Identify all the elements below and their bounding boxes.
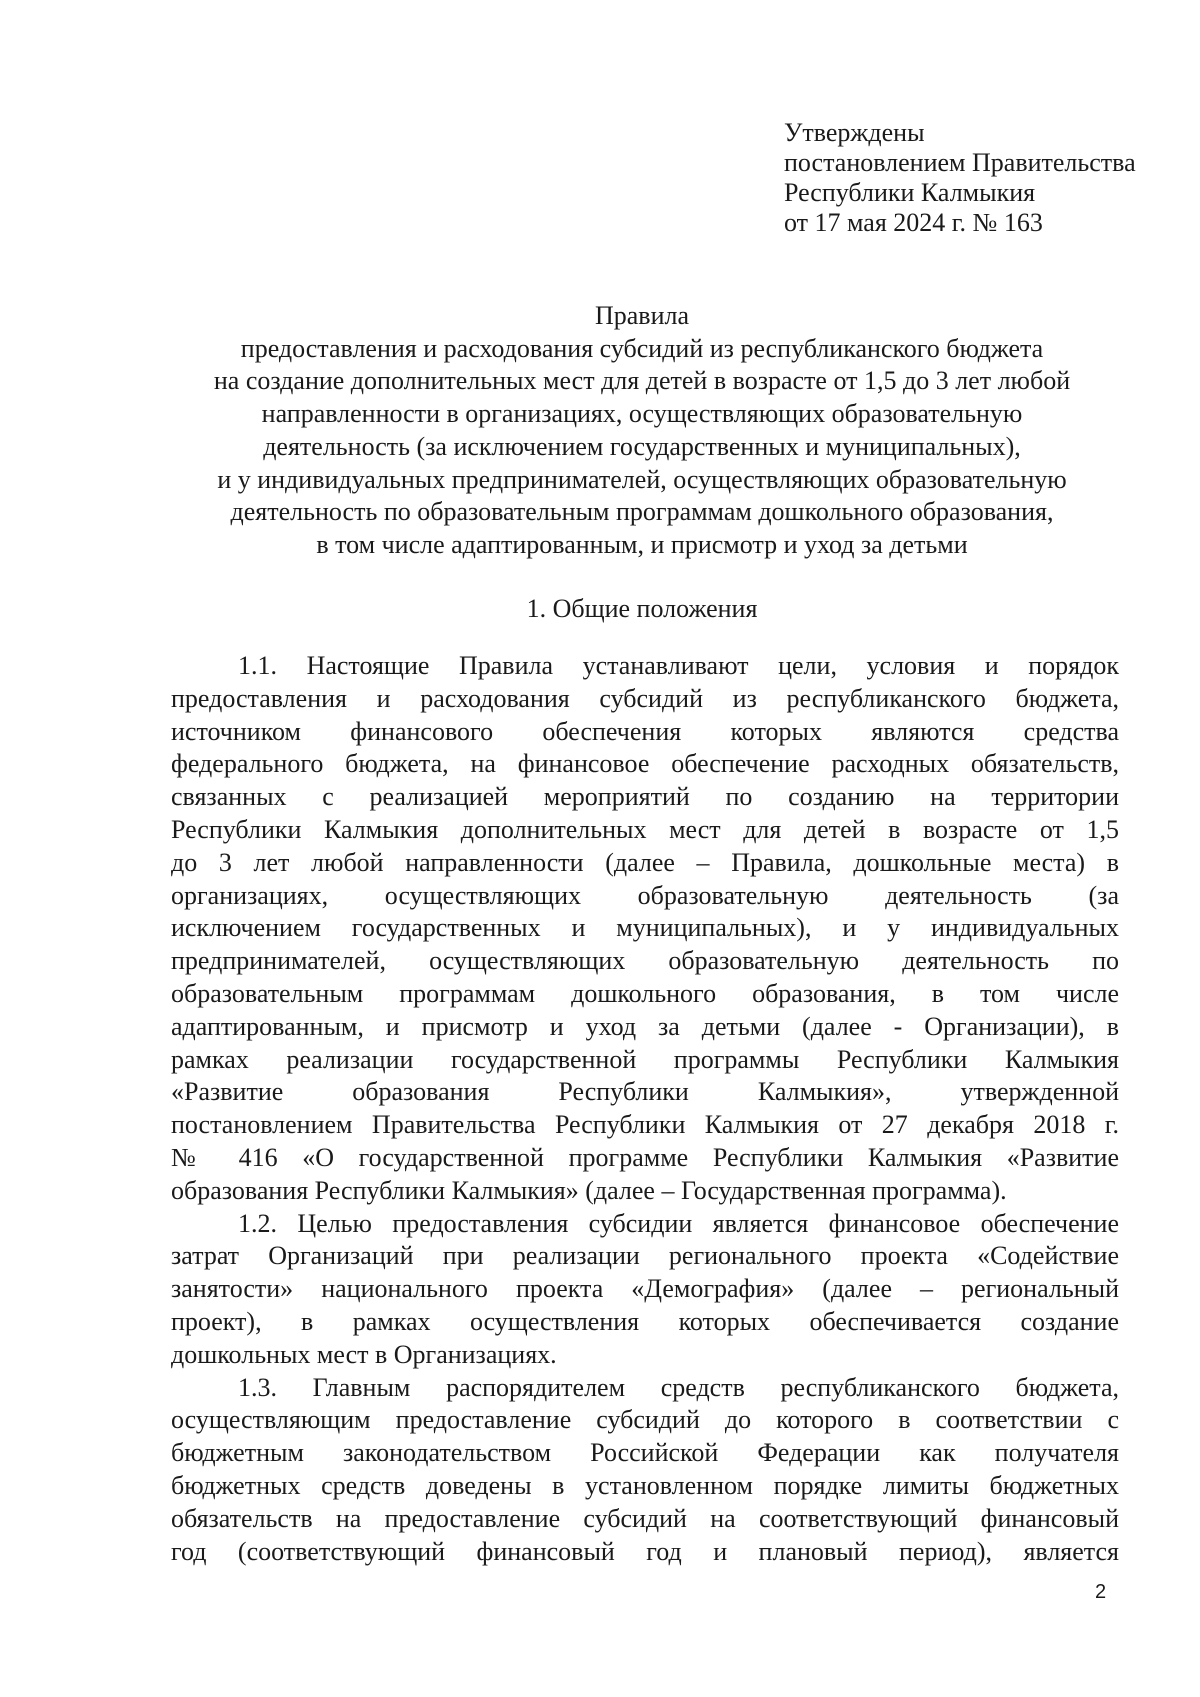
paragraph-line: федерального бюджета, на финансовое обеспечение расходных обязательств, [171, 749, 1119, 779]
paragraph-line: 1.3. Главным распорядителем средств республиканского бюджета, [238, 1372, 1119, 1402]
paragraph-line: предоставления и расходования субсидий из республиканского бюджета, [171, 683, 1119, 713]
paragraph-line: организациях, осуществляющих образовательную деятельность (за [171, 880, 1119, 910]
approval-line: постановлением Правительства [784, 148, 1136, 177]
paragraph-line: № 416 «О государственной программе Республики Калмыкия «Развитие [171, 1142, 1119, 1172]
document-title [150, 300, 1134, 562]
paragraph-line: бюджетных средств доведены в установленном порядке лимиты бюджетных [171, 1470, 1119, 1500]
paragraph-line: занятости» национального проекта «Демография» (далее – региональный [171, 1274, 1119, 1304]
title-line: и у индивидуальных предпринимателей, осуществляющих образовательную [217, 464, 1067, 494]
paragraph-line: затрат Организаций при реализации регионального проекта «Содействие [171, 1241, 1119, 1271]
paragraph-line: бюджетным законодательством Российской Федерации как получателя [171, 1438, 1119, 1468]
paragraph-line: предпринимателей, осуществляющих образовательную деятельность по [171, 946, 1119, 976]
paragraph-line: источником финансового обеспечения которых являются средства [171, 716, 1119, 746]
title-line: в том числе адаптированным, и присмотр и уход за детьми [316, 529, 968, 559]
section-heading: 1. Общие положения [526, 594, 758, 623]
paragraph-line: проект), в рамках осуществления которых обеспечивается создание [171, 1306, 1119, 1336]
body-text [171, 650, 1119, 1568]
approval-line: Утверждены [784, 118, 925, 147]
paragraph-line: «Развитие образования Республики Калмыкия», утвержденной [171, 1077, 1119, 1107]
approval-line: от 17 мая 2024 г. № 163 [784, 208, 1043, 237]
paragraph-line: образовательным программам дошкольного образования, в том числе [171, 978, 1119, 1008]
paragraph-line: до 3 лет любой направленности (далее – Правила, дошкольные места) в [171, 847, 1119, 877]
paragraph-line: осуществляющим предоставление субсидий до которого в соответствии с [171, 1405, 1119, 1435]
page-number: 2 [1095, 1581, 1107, 1603]
paragraph-line: год (соответствующий финансовый год и плановый период), является [171, 1536, 1119, 1566]
title-line: на создание дополнительных мест для детей в возрасте от 1,5 до 3 лет любой [213, 366, 1071, 396]
approval-stamp [784, 118, 1136, 238]
paragraph-line: обязательств на предоставление субсидий на соответствующий финансовый [171, 1503, 1119, 1533]
title-heading: Правила [594, 301, 690, 330]
title-line: направленности в организациях, осуществляющих образовательную [261, 399, 1023, 429]
paragraph-line: 1.2. Целью предоставления субсидии является финансовое обеспечение [238, 1208, 1119, 1238]
title-line: деятельность (за исключением государственных и муниципальных), [263, 431, 1021, 461]
paragraph-line: адаптированным, и присмотр и уход за детьми (далее - Организации), в [171, 1011, 1119, 1041]
paragraph-line: 1.1. Настоящие Правила устанавливают цели, условия и порядок [238, 651, 1119, 680]
paragraph-line: образования Республики Калмыкия» (далее – Государственная программа). [171, 1175, 1007, 1205]
paragraph-line: связанных с реализацией мероприятий по созданию на территории [171, 782, 1119, 812]
paragraph-line: Республики Калмыкия дополнительных мест для детей в возрасте от 1,5 [171, 814, 1119, 844]
approval-line: Республики Калмыкия [784, 178, 1036, 207]
paragraph-line: дошкольных мест в Организациях. [171, 1339, 557, 1369]
title-line: деятельность по образовательным программам дошкольного образования, [230, 497, 1054, 527]
paragraph-line: исключением государственных и муниципальных), и у индивидуальных [171, 913, 1119, 943]
paragraph-line: постановлением Правительства Республики Калмыкия от 27 декабря 2018 г. [171, 1110, 1119, 1140]
title-line: предоставления и расходования субсидий из республиканского бюджета [240, 333, 1044, 363]
paragraph-line: рамках реализации государственной программы Республики Калмыкия [171, 1044, 1119, 1074]
